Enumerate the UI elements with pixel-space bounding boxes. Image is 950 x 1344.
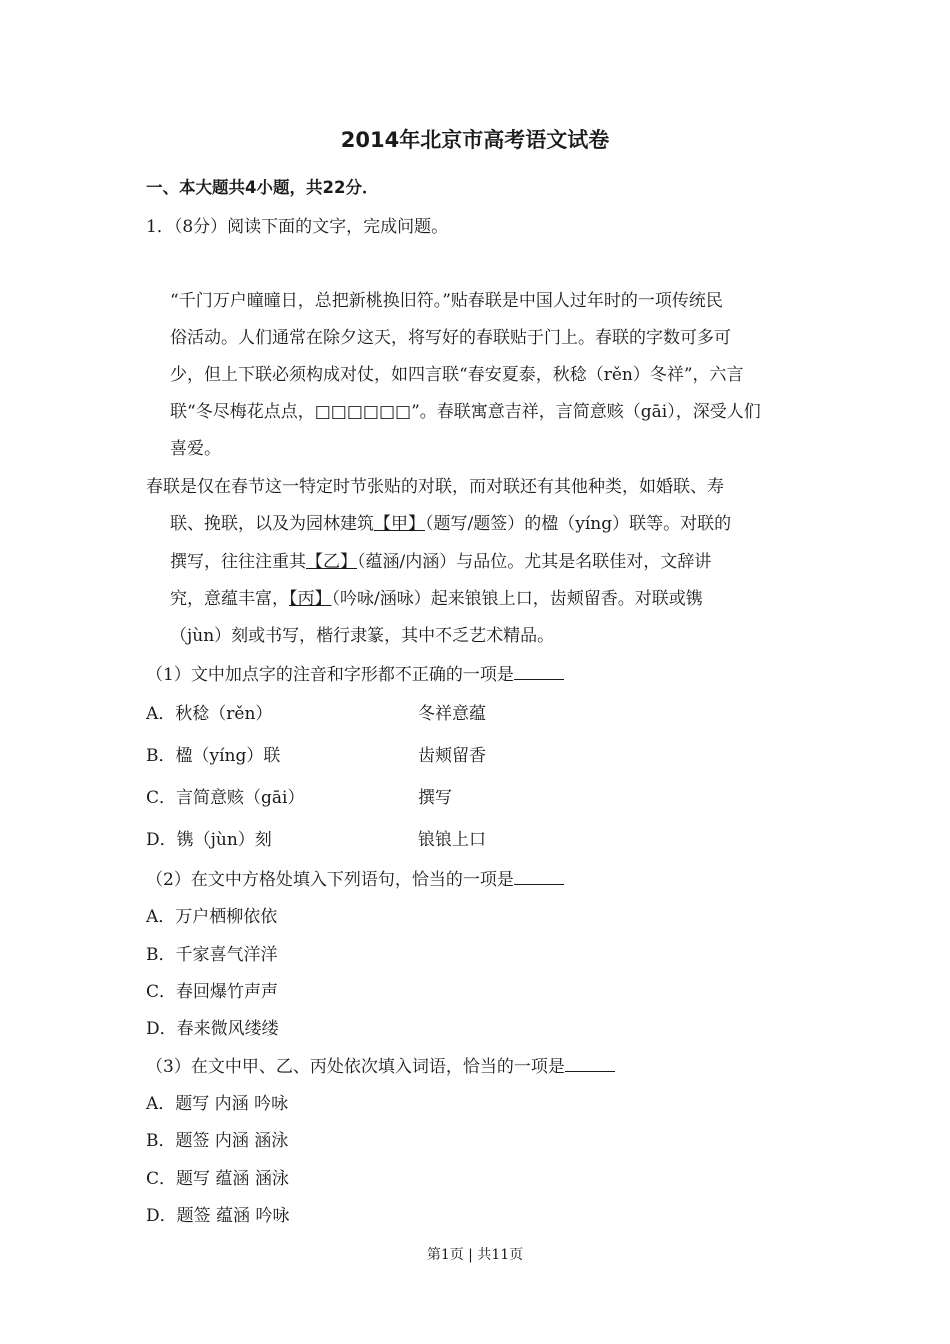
option-label: A．: [146, 1094, 176, 1114]
option-label: C．: [146, 788, 177, 808]
option-label: A．: [146, 907, 176, 927]
blank-yi: 【乙】: [306, 552, 357, 572]
option-d[interactable]: [146, 825, 272, 850]
option-c-right: 撰写: [418, 788, 452, 808]
passage-line: 喜爱。: [170, 439, 221, 459]
sub-question-1: [146, 660, 564, 685]
section-heading: 一、本大题共4小题，共22分．: [146, 178, 379, 197]
answer-blank[interactable]: [514, 868, 564, 885]
option-b[interactable]: [146, 741, 280, 766]
option-c[interactable]: [146, 783, 304, 808]
option-label: B．: [146, 746, 176, 766]
option-d[interactable]: [146, 1014, 279, 1039]
question-1-header: 1．（8分）阅读下面的文字，完成问题。: [146, 217, 449, 237]
option-label: D．: [146, 1019, 177, 1039]
answer-blank[interactable]: [514, 663, 564, 680]
passage-text: （题写/题签）的楹（yíng）联等。对联的: [425, 514, 732, 534]
passage-text: 联、挽联，以及为园林建筑: [170, 514, 374, 534]
passage-line: 少，但上下联必须构成对仗，如四言联“春安夏泰，秋稔（rěn）冬祥”，六言: [170, 365, 744, 385]
page-title: 2014年北京市高考语文试卷: [340, 128, 610, 152]
option-a[interactable]: [146, 902, 277, 927]
page-footer: 第1页 | 共11页: [426, 1247, 524, 1263]
option-text: 秋稔（rěn）: [175, 704, 273, 724]
passage-text: （吟咏/涵咏）起来锒锒上口，齿颊留香。对联或镌: [331, 589, 703, 609]
option-text: 楹（yíng）联: [175, 746, 281, 766]
option-text: 题签 内涵 涵泳: [175, 1131, 289, 1151]
sub-question-2: [146, 865, 564, 890]
passage-text: 撰写，往往注重其: [170, 552, 306, 572]
option-text: 题签 蕴涵 吟咏: [176, 1206, 290, 1226]
option-b[interactable]: [146, 940, 278, 965]
option-a-right: 冬祥意蕴: [418, 704, 486, 724]
answer-blank[interactable]: [565, 1055, 615, 1072]
option-a[interactable]: [146, 699, 272, 724]
option-b-right: 齿颊留香: [418, 746, 486, 766]
passage-text: （蕴涵/内涵）与品位。尤其是名联佳对，文辞讲: [357, 552, 712, 572]
passage-line: [170, 509, 731, 534]
option-text: 题写 蕴涵 涵泳: [176, 1169, 289, 1189]
option-c[interactable]: [146, 1164, 289, 1189]
option-text: 题写 内涵 吟咏: [175, 1094, 289, 1114]
option-label: C．: [146, 982, 177, 1002]
blank-bing: 【丙】: [289, 589, 332, 609]
option-text: 春回爆竹声声: [176, 982, 279, 1002]
passage-text: 究，意蕴丰富，: [170, 589, 289, 609]
option-c[interactable]: [146, 977, 278, 1002]
option-a[interactable]: [146, 1089, 288, 1114]
option-label: C．: [146, 1169, 177, 1189]
passage-line: 联“冬尽梅花点点，□□□□□□”。春联寓意吉祥，言简意赅（gāi），深受人们: [170, 402, 761, 422]
option-d[interactable]: [146, 1201, 289, 1226]
option-b[interactable]: [146, 1126, 288, 1151]
option-label: D．: [146, 830, 177, 850]
sub-question-3: [146, 1052, 615, 1077]
sub-question-prompt: （1）文中加点字的注音和字形都不正确的一项是: [146, 665, 514, 685]
sub-question-prompt: （3）在文中甲、乙、丙处依次填入词语，恰当的一项是: [146, 1057, 565, 1077]
option-text: 言简意赅（gāi）: [176, 788, 305, 808]
option-text: 春来微风缕缕: [176, 1019, 279, 1039]
passage-line: （jùn）刻或书写，楷行隶篆，其中不乏艺术精品。: [170, 626, 555, 646]
passage-line: 俗活动。人们通常在除夕这天，将写好的春联贴于门上。春联的字数可多可: [170, 328, 731, 348]
option-label: B．: [146, 945, 176, 965]
option-text: 千家喜气洋洋: [175, 945, 278, 965]
sub-question-prompt: （2）在文中方格处填入下列语句，恰当的一项是: [146, 870, 514, 890]
passage-line: “千门万户曈曈日，总把新桃换旧符。”贴春联是中国人过年时的一项传统民: [170, 291, 723, 311]
option-label: B．: [146, 1131, 176, 1151]
passage-line: [170, 547, 711, 572]
passage-line: [170, 584, 703, 609]
option-d-right: 锒锒上口: [418, 830, 486, 850]
option-label: A．: [146, 704, 176, 724]
option-label: D．: [146, 1206, 177, 1226]
blank-jia: 【甲】: [374, 514, 425, 534]
passage-line: 春联是仅在春节这一特定时节张贴的对联，而对联还有其他种类，如婚联、寿: [146, 477, 724, 497]
option-text: 万户栖柳依依: [175, 907, 278, 927]
option-text: 镌（jùn）刻: [176, 830, 272, 850]
